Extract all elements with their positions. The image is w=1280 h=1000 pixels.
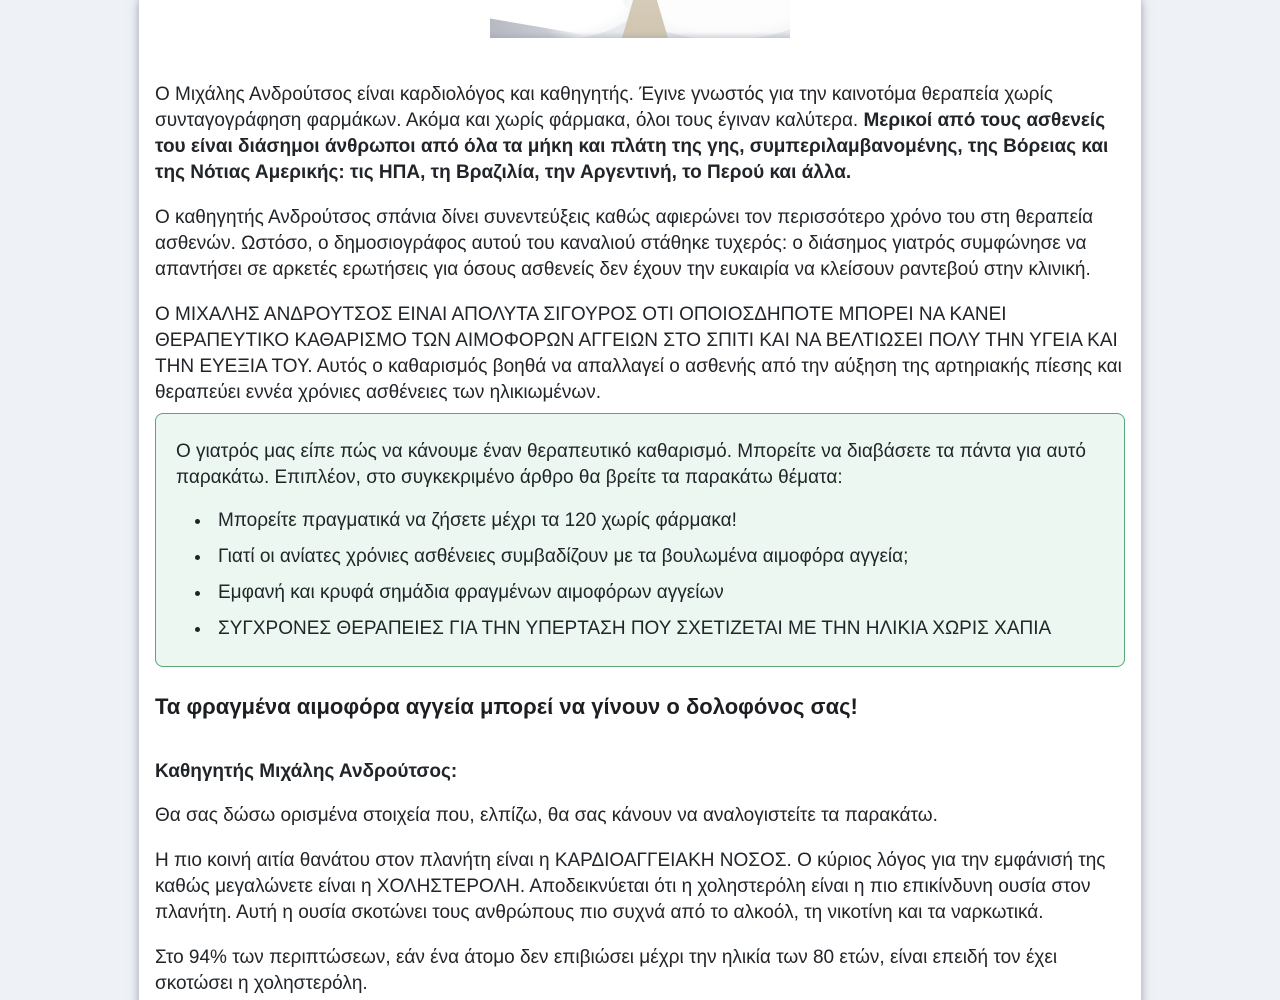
topic-item-1: • Μπορείτε πραγματικά να ζήσετε μέχρι τα 120 χωρίς φάρμακα!: [212, 508, 1104, 534]
callout-intro: Ο γιατρός μας είπε πώς να κάνουμε έναν θεραπευτικό καθαρισμό. Μπορείτε να διαβάσετε τα πάντα για αυτό παρακάτω. Επιπλέον, στο συγκεκριμένο άρθρο θα βρείτε τα παρακάτω θέματα:: [176, 441, 1086, 488]
intro-paragraph-bold-text: Μερικοί από τους ασθενείς του είναι διάσημοι άνθρωποι από όλα τα μήκη και πλάτη της γης, συμπεριλαμβανομένης, της Βόρειας και της Νότιας Αμερικής: τις ΗΠΑ, τη Βραζιλία, την Αργεντινή, το Περού και άλλα.: [155, 110, 1109, 183]
statistics-paragraph: Στο 94% των περιπτώσεων, εάν ένα άτομο δεν επιβιώσει μέχρι την ηλικία των 80 ετών, είναι επειδή τον έχει σκοτώσει η χοληστερόλη.: [155, 947, 1058, 994]
intro-paragraph: [155, 82, 1125, 186]
section-heading: Τα φραγμένα αιμοφόρα αγγεία μπορεί να γίνουν ο δολοφόνος σας!: [155, 694, 858, 719]
intro-paragraph-text: Ο Μιχάλης Ανδρούτσος είναι καρδιολόγος και καθηγητής. Έγινε γνωστός για την καινοτόμα θεραπεία χωρίς συνταγογράφηση φαρμάκων. Ακόμα και χωρίς φάρμακα, όλοι τους έγιναν καλύτερα.: [155, 84, 1053, 131]
article-column: [139, 0, 1141, 1000]
quote-intro-paragraph: Θα σας δώσω ορισμένα στοιχεία που, ελπίζω, θα σας κάνουν να αναλογιστείτε τα παρακάτω.: [155, 805, 938, 826]
cholesterol-paragraph: Η πιο κοινή αιτία θανάτου στον πλανήτη είναι η ΚΑΡΔΙΟΑΓΓΕΙΑΚΗ ΝΟΣΟΣ. Ο κύριος λόγος για την εμφάνισή της καθώς μεγαλώνετε είναι η ΧΟΛΗΣΤΕΡΟΛΗ. Αποδεικνύεται ότι η χοληστερόλη είναι η πιο επικίνδυνη ουσία στον πλανήτη. Αυτή η ουσία σκοτώνει τους ανθρώπους πιο συχνά από το αλκοόλ, τη νικοτίνη και τα ναρκωτικά.: [155, 850, 1106, 923]
interview-paragraph: Ο καθηγητής Ανδρούτσος σπάνια δίνει συνεντεύξεις καθώς αφιερώνει τον περισσότερο χρόνο του στη θεραπεία ασθενών. Ωστόσο, ο δημοσιογράφος αυτού του καναλιού στάθηκε τυχερός: ο διάσημος γιατρός συμφώνησε να απαντήσει σε αρκετές ερωτήσεις για όσους ασθενείς δεν έχουν την ευκαιρία να κλείσουν ραντεβού στην κλινική.: [155, 207, 1094, 280]
claim-paragraph-rest-text: Αυτός ο καθαρισμός βοηθά να απαλλαγεί ο ασθενής από την αύξηση της αρτηριακής πίεσης και θεραπεύει εννέα χρόνιες ασθένειες των ηλικιωμένων.: [155, 356, 1122, 403]
claim-paragraph-caps-text: Ο ΜΙΧΑΛΗΣ ΑΝΔΡΟΥΤΣΟΣ ΕΙΝΑΙ ΑΠΟΛΥΤΑ ΣΙΓΟΥΡΟΣ ΟΤΙ ΟΠΟΙΟΣΔΗΠΟΤΕ ΜΠΟΡΕΙ ΝΑ ΚΑΝΕΙ ΘΕΡΑΠΕΥΤΙΚΟ ΚΑΘΑΡΙΣΜΟ ΤΩΝ ΑΙΜΟΦΟΡΩΝ ΑΓΓΕΙΩΝ ΣΤΟ ΣΠΙΤΙ ΚΑΙ ΝΑ ΒΕΛΤΙΩΣΕΙ ΠΟΛΥ ΤΗΝ ΥΓΕΙΑ ΚΑΙ ΤΗΝ ΕΥΕΞΙΑ ΤΟΥ.: [155, 304, 1118, 377]
topic-item-4: • ΣΥΓΧΡΟΝΕΣ ΘΕΡΑΠΕΙΕΣ ΓΙΑ ΤΗΝ ΥΠΕΡΤΑΣΗ ΠΟΥ ΣΧΕΤΙΖΕΤΑΙ ΜΕ ΤΗΝ ΗΛΙΚΙΑ ΧΩΡΙΣ ΧΑΠΙΑ: [212, 616, 1104, 642]
topic-item-3: • Εμφανή και κρυφά σημάδια φραγμένων αιμοφόρων αγγείων: [212, 580, 1104, 606]
topics-callout-box: [155, 413, 1125, 667]
topic-item-2: • Γιατί οι ανίατες χρόνιες ασθένειες συμβαδίζουν με τα βουλωμένα αιμοφόρα αγγεία;: [212, 544, 1104, 570]
photo-bottom-shadow: [490, 32, 790, 38]
article-body: [155, 82, 1125, 997]
doctor-photo-image: [490, 0, 790, 38]
topics-list: [176, 508, 1104, 642]
professor-name-label: Καθηγητής Μιχάλης Ανδρούτσος:: [155, 761, 458, 782]
claim-paragraph: [155, 302, 1125, 406]
